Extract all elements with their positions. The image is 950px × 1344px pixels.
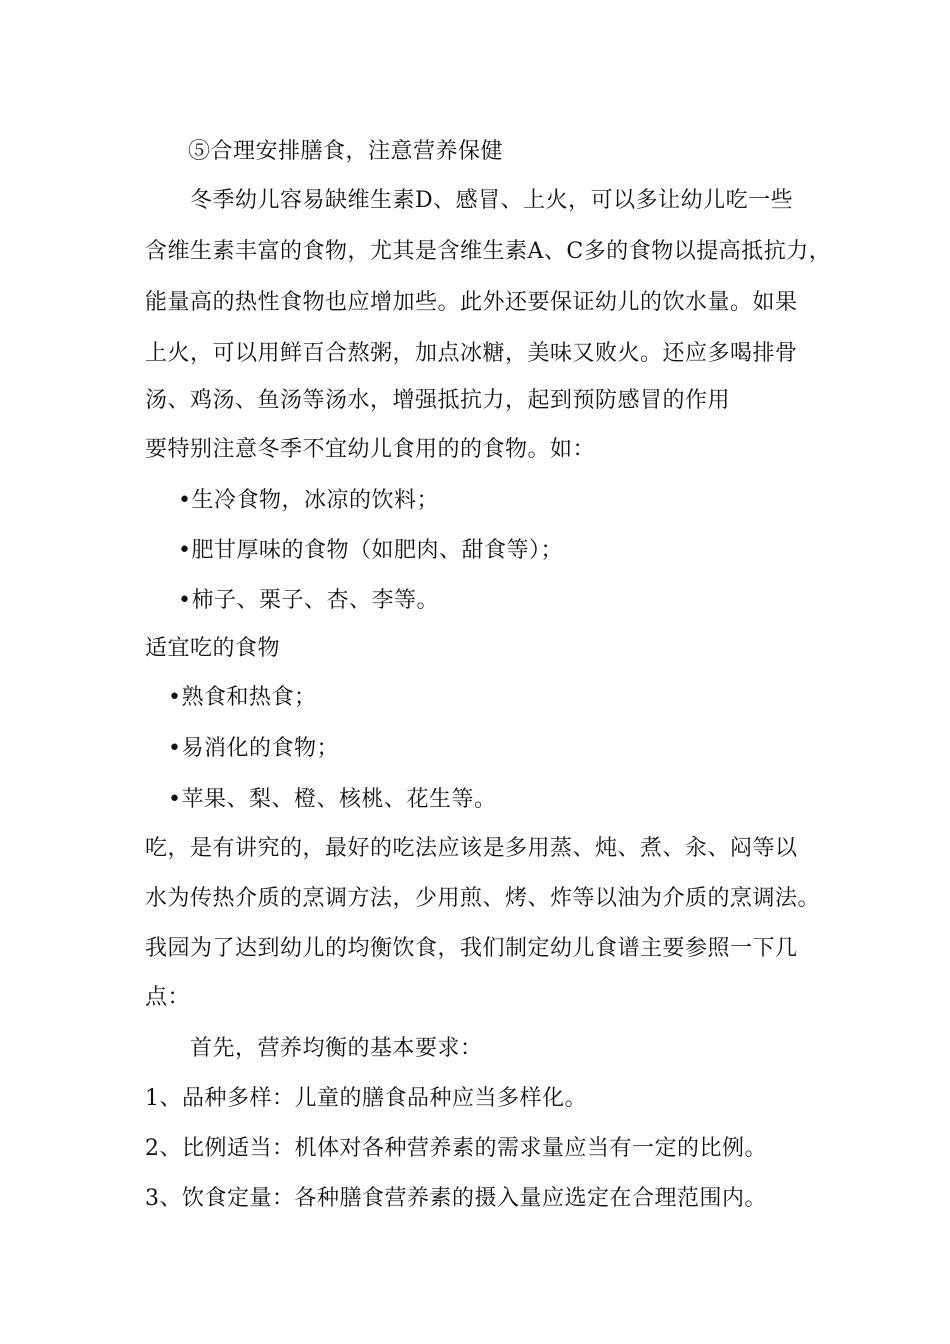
requirement-item: 3、饮食定量：各种膳食营养素的摄入量应选定在合理范围内。 <box>145 1186 767 1211</box>
list-item: •易消化的食物； <box>168 736 339 761</box>
section-heading: ⑤合理安排膳食，注意营养保健 <box>188 139 504 164</box>
requirements-intro: 首先，营养均衡的基本要求： <box>190 1036 483 1061</box>
paragraph-line: 上火，可以用鲜百合熬粥，加点冰糖，美味又败火。还应多喝排骨 <box>145 341 798 366</box>
suitable-heading: 适宜吃的食物 <box>145 636 281 661</box>
list-item: •生冷食物，冰凉的饮料； <box>178 488 439 513</box>
requirement-item: 2、比例适当：机体对各种营养素的需求量应当有一定的比例。 <box>145 1136 767 1161</box>
list-item: •肥甘厚味的食物（如肥肉、甜食等）； <box>178 538 563 563</box>
paragraph-line: 水为传热介质的烹调方法，少用煎、烤、炸等以油为介质的烹调法。 <box>145 886 821 911</box>
paragraph-line: 我园为了达到幼儿的均衡饮食，我们制定幼儿食谱主要参照一下几 <box>145 936 798 961</box>
requirement-item: 1、品种多样：儿童的膳食品种应当多样化。 <box>145 1086 587 1111</box>
paragraph-line: 汤、鸡汤、鱼汤等汤水，增强抵抗力，起到预防感冒的作用 <box>145 388 731 413</box>
list-item: •柿子、栗子、杏、李等。 <box>178 588 439 613</box>
list-item: •熟食和热食； <box>168 685 317 710</box>
list-item: •苹果、梨、橙、核桃、花生等。 <box>168 787 497 812</box>
paragraph-line: 能量高的热性食物也应增加些。此外还要保证幼儿的饮水量。如果 <box>145 290 798 315</box>
paragraph-line: 吃，是有讲究的，最好的吃法应该是多用蒸、炖、煮、汆、闷等以 <box>145 836 798 861</box>
paragraph-line: 点： <box>145 985 191 1010</box>
paragraph-line: 含维生素丰富的食物，尤其是含维生素A、C多的食物以提高抵抗力， <box>145 239 832 264</box>
avoid-intro: 要特别注意冬季不宜幼儿食用的的食物。如： <box>145 437 596 462</box>
paragraph-line: 冬季幼儿容易缺维生素D、感冒、上火，可以多让幼儿吃一些 <box>190 188 794 213</box>
